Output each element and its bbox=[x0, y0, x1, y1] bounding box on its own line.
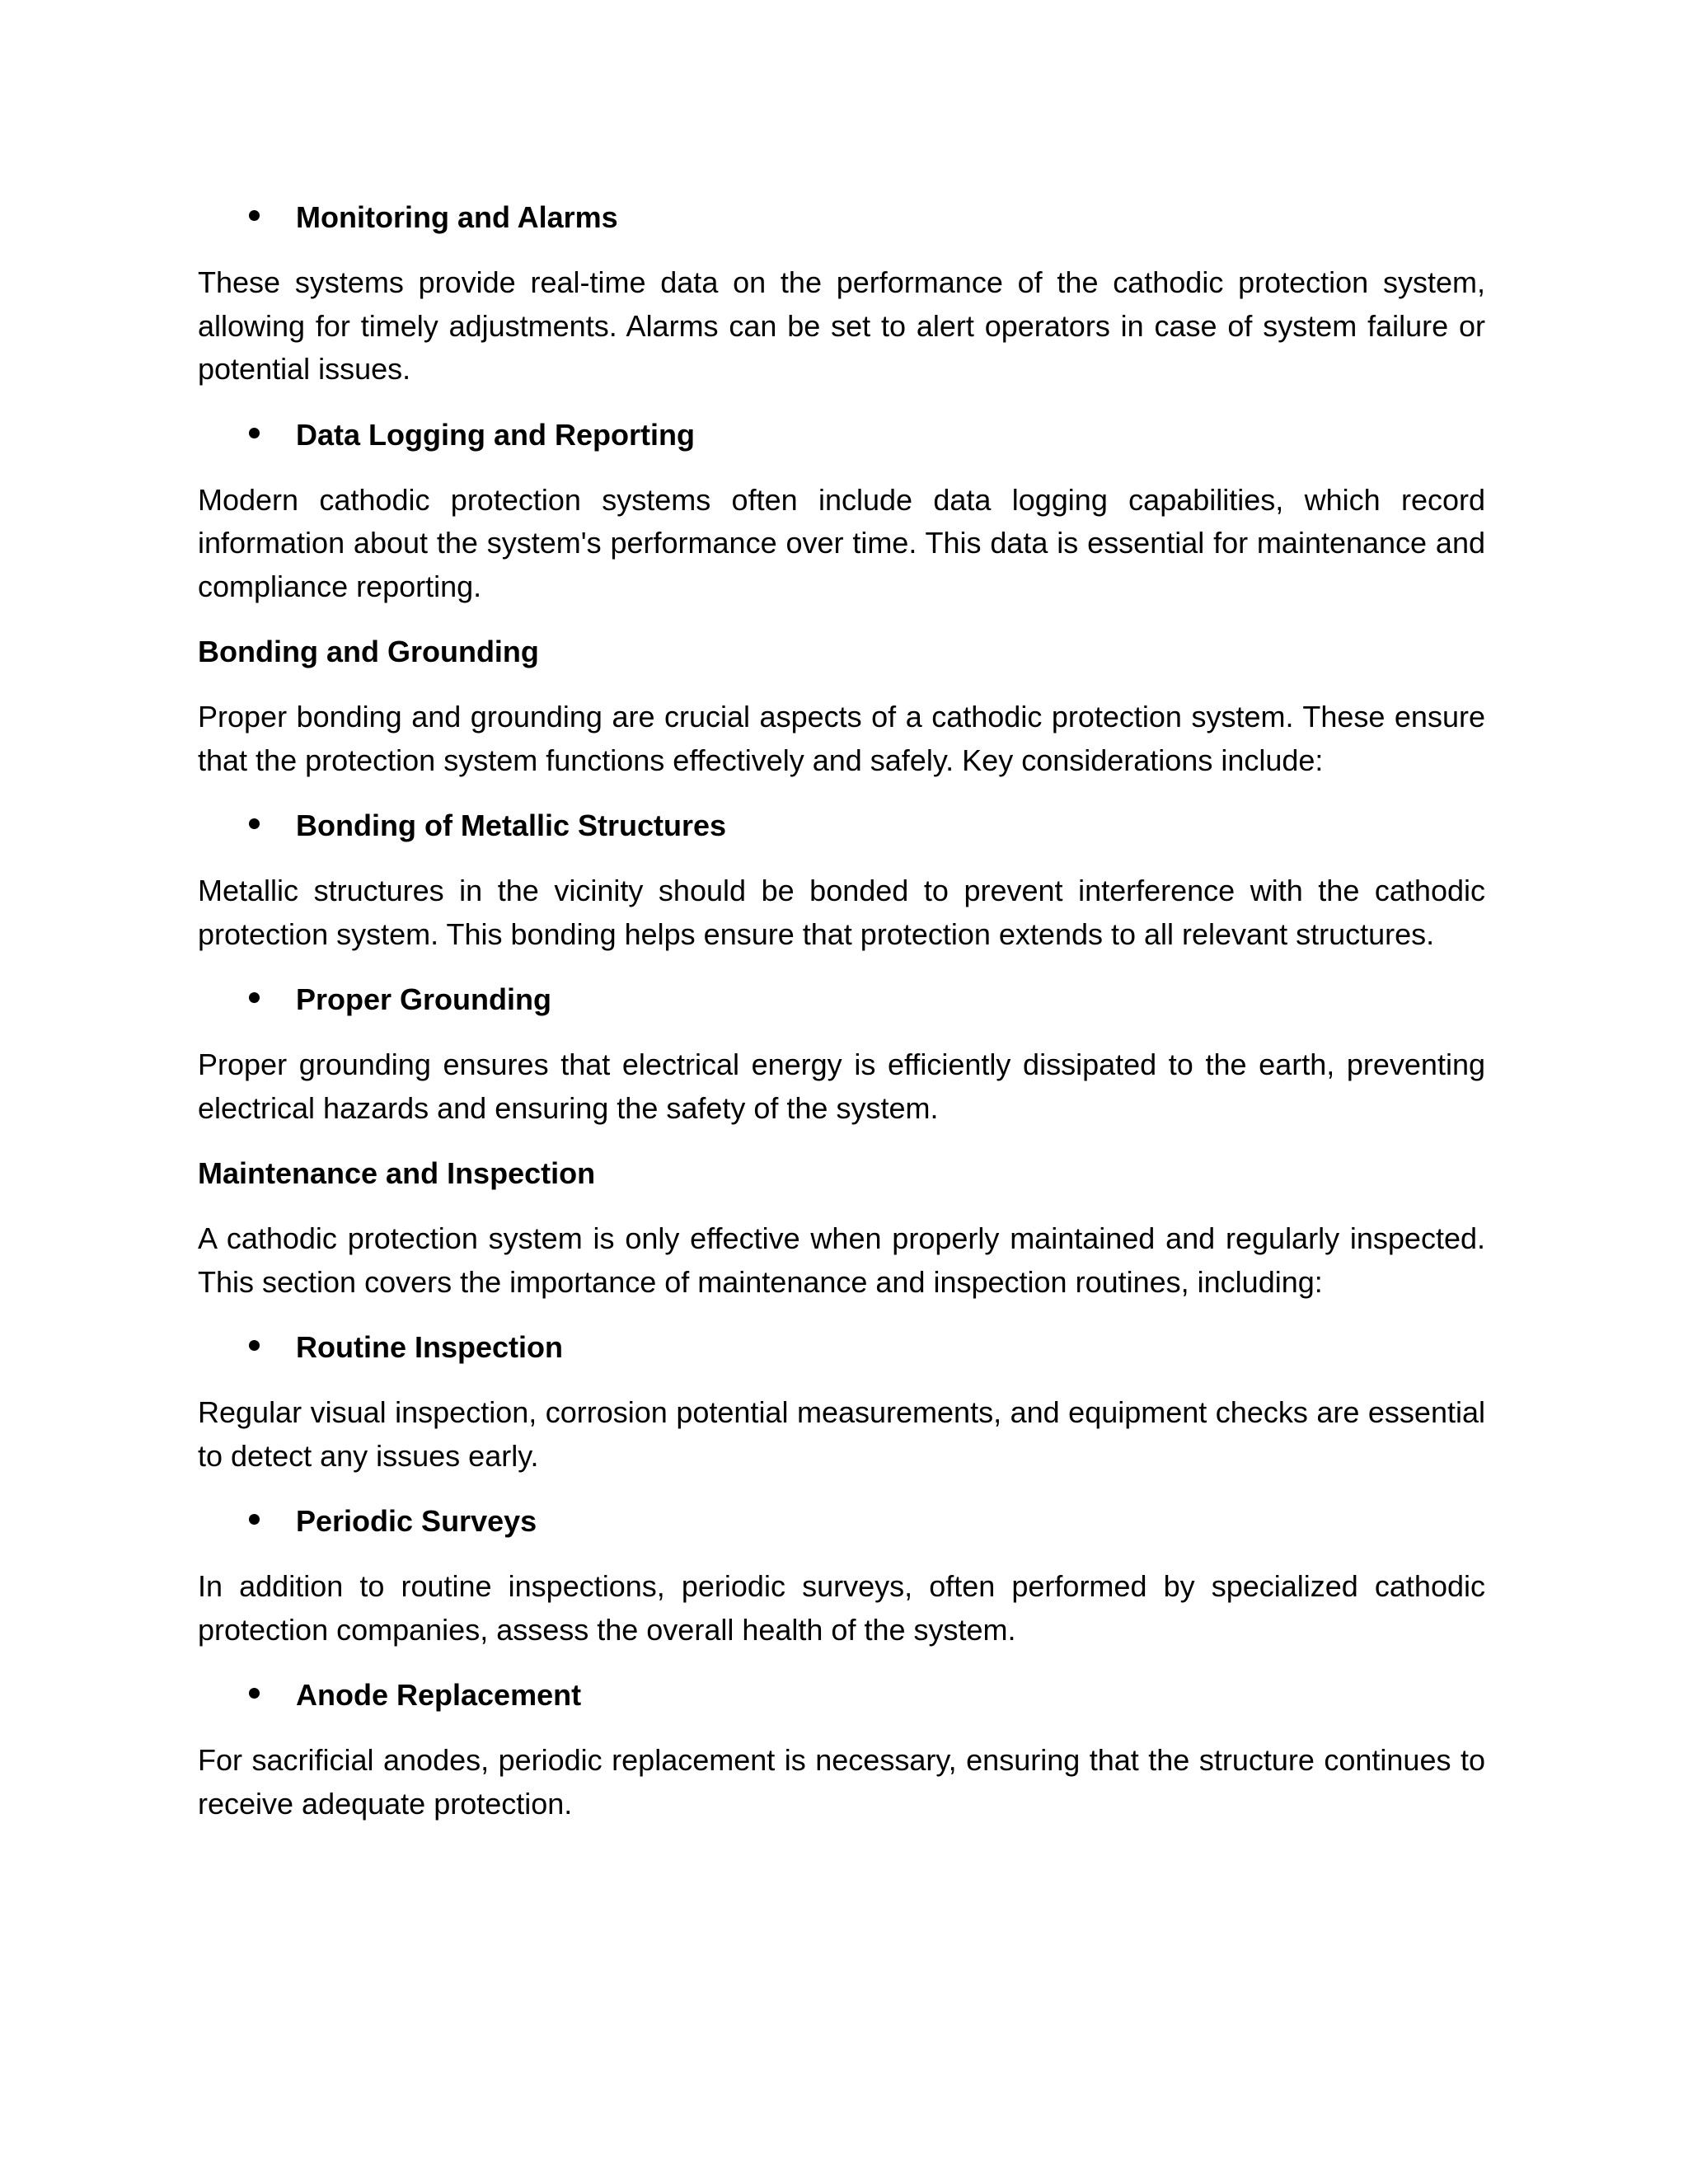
section-heading-maintenance: Maintenance and Inspection bbox=[198, 1156, 596, 1190]
paragraph-monitoring: These systems provide real-time data on the performance of the cathodic protection system, allowing for timely adjustments. Alarms can be set to alert operators in case of system failure or potential issues. bbox=[198, 265, 1485, 386]
document-page bbox=[198, 196, 1485, 1848]
bullet-heading-anode-replacement bbox=[249, 1674, 1485, 1717]
paragraph-periodic-surveys: In addition to routine inspections, periodic surveys, often performed by specialized cathodic protection companies, assess the overall health of the system. bbox=[198, 1569, 1485, 1647]
bullet-heading-monitoring bbox=[249, 196, 1485, 239]
bullet-heading-text: Anode Replacement bbox=[296, 1678, 582, 1712]
bullet-heading-proper-grounding bbox=[249, 978, 1485, 1021]
bullet-heading-text: Periodic Surveys bbox=[296, 1504, 537, 1538]
bullet-heading-routine-inspection bbox=[249, 1326, 1485, 1369]
bullet-heading-text: Data Logging and Reporting bbox=[296, 417, 695, 452]
paragraph-routine-inspection: Regular visual inspection, corrosion potential measurements, and equipment checks are essential to detect any issues early. bbox=[198, 1395, 1485, 1473]
bullet-icon bbox=[249, 818, 260, 829]
paragraph-proper-grounding: Proper grounding ensures that electrical energy is efficiently dissipated to the earth, preventing electrical hazards and ensuring the safety of the system. bbox=[198, 1047, 1485, 1125]
bullet-icon bbox=[249, 992, 260, 1003]
paragraph-anode-replacement: For sacrificial anodes, periodic replacement is necessary, ensuring that the structure continues to receive adequate protection. bbox=[198, 1743, 1485, 1821]
paragraph-maintenance-intro: A cathodic protection system is only effective when properly maintained and regularly inspected. This section covers the importance of maintenance and inspection routines, including: bbox=[198, 1221, 1485, 1299]
bullet-icon bbox=[249, 1514, 260, 1525]
bullet-heading-data-logging bbox=[249, 414, 1485, 457]
bullet-heading-periodic-surveys bbox=[249, 1500, 1485, 1543]
bullet-icon bbox=[249, 428, 260, 438]
bullet-icon bbox=[249, 1688, 260, 1699]
paragraph-bonding-intro: Proper bonding and grounding are crucial aspects of a cathodic protection system. These ensure that the protection system functions effectively and safely. Key considerations include: bbox=[198, 700, 1485, 777]
paragraph-bonding-structures: Metallic structures in the vicinity should be bonded to prevent interference with the cathodic protection system. This bonding helps ensure that protection extends to all relevant structures. bbox=[198, 874, 1485, 951]
bullet-heading-text: Monitoring and Alarms bbox=[296, 200, 618, 234]
bullet-heading-text: Routine Inspection bbox=[296, 1330, 563, 1364]
bullet-heading-text: Bonding of Metallic Structures bbox=[296, 808, 727, 842]
paragraph-data-logging: Modern cathodic protection systems often include data logging capabilities, which record information about the system's performance over time. This data is essential for maintenance and compliance reporting. bbox=[198, 482, 1485, 603]
section-heading-bonding: Bonding and Grounding bbox=[198, 635, 539, 668]
bullet-icon bbox=[249, 1340, 260, 1351]
bullet-icon bbox=[249, 210, 260, 221]
bullet-heading-bonding-structures bbox=[249, 804, 1485, 847]
bullet-heading-text: Proper Grounding bbox=[296, 982, 551, 1016]
